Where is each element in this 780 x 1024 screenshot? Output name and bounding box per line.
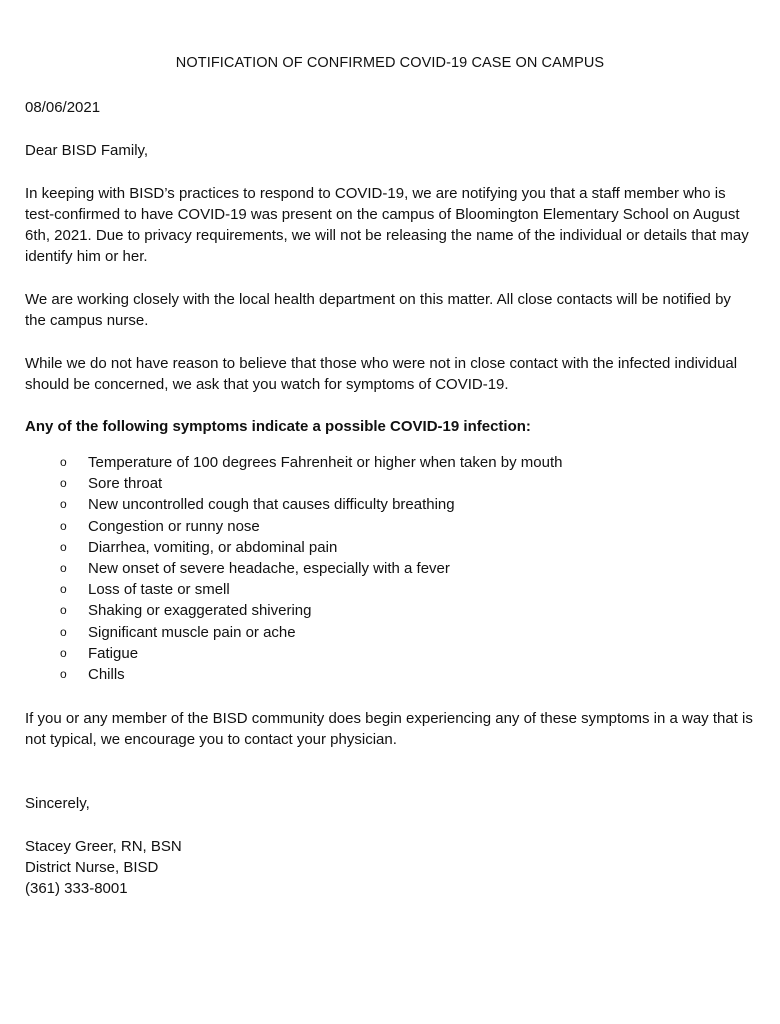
list-item: [25, 579, 755, 600]
paragraph-notification: In keeping with BISD’s practices to respond to COVID-19, we are notifying you that a staff member who is test-confirmed to have COVID-19 was present on the campus of Bloomington Elementary School on August 6th, 2021. Due to privacy requirements, we will not be releasing the name of the individual or details that may identify him or her.: [25, 185, 749, 265]
list-item: [25, 622, 755, 643]
symptom-text: Fatigue: [88, 644, 139, 662]
signer-role: District Nurse, BISD: [25, 859, 159, 877]
list-item: [25, 494, 755, 515]
bullet-circle-icon: o: [60, 497, 67, 512]
letter-title: NOTIFICATION OF CONFIRMED COVID-19 CASE ON CAMPUS: [175, 55, 605, 71]
symptom-text: Temperature of 100 degrees Fahrenheit or higher when taken by mouth: [88, 454, 563, 471]
list-item: [25, 558, 755, 579]
paragraph-watch-symptoms: While we do not have reason to believe that those who were not in close contact with the infected individual should be concerned, we ask that you watch for symptoms of COVID-19.: [25, 355, 738, 393]
bullet-circle-icon: o: [60, 539, 67, 554]
bullet-circle-icon: o: [60, 582, 67, 597]
bullet-circle-icon: o: [60, 603, 67, 618]
bullet-circle-icon: o: [60, 645, 67, 660]
symptom-text: New onset of severe headache, especially with a fever: [88, 559, 450, 577]
paragraph-contact-physician: If you or any member of the BISD community does begin experiencing any of these symptoms in a way that is not typical, we encourage you to contact your physician.: [25, 710, 753, 749]
list-item: [25, 473, 755, 494]
greeting: Dear BISD Family,: [25, 142, 149, 159]
signer-phone: (361) 333-8001: [25, 880, 128, 898]
symptom-text: Chills: [88, 665, 125, 683]
list-item: [25, 537, 755, 558]
symptom-text: Shaking or exaggerated shivering: [88, 602, 312, 620]
symptom-text: New uncontrolled cough that causes difficulty breathing: [88, 496, 455, 514]
symptoms-heading: Any of the following symptoms indicate a possible COVID-19 infection:: [25, 418, 531, 435]
bullet-circle-icon: o: [60, 560, 67, 575]
bullet-circle-icon: o: [60, 476, 67, 491]
symptom-text: Significant muscle pain or ache: [88, 623, 296, 641]
paragraph-health-department: We are working closely with the local health department on this matter. All close contacts will be notified by the campus nurse.: [25, 291, 731, 329]
bullet-circle-icon: o: [60, 624, 67, 639]
symptoms-list: [25, 452, 755, 685]
symptom-text: Diarrhea, vomiting, or abdominal pain: [88, 538, 338, 556]
letter-page: [25, 53, 755, 899]
symptom-text: Loss of taste or smell: [88, 581, 230, 599]
symptom-text: Sore throat: [88, 475, 163, 493]
bullet-circle-icon: o: [60, 666, 67, 681]
symptom-text: Congestion or runny nose: [88, 517, 260, 535]
letter-date: 08/06/2021: [25, 99, 101, 116]
list-item: [25, 664, 755, 685]
bullet-circle-icon: o: [60, 455, 67, 469]
list-item: [25, 516, 755, 537]
list-item: [25, 643, 755, 664]
sign-off: Sincerely,: [25, 795, 90, 813]
signer-name: Stacey Greer, RN, BSN: [25, 838, 182, 856]
bullet-circle-icon: o: [60, 518, 67, 533]
list-item: [25, 600, 755, 621]
list-item: [25, 452, 755, 473]
signature-block: [25, 836, 755, 899]
